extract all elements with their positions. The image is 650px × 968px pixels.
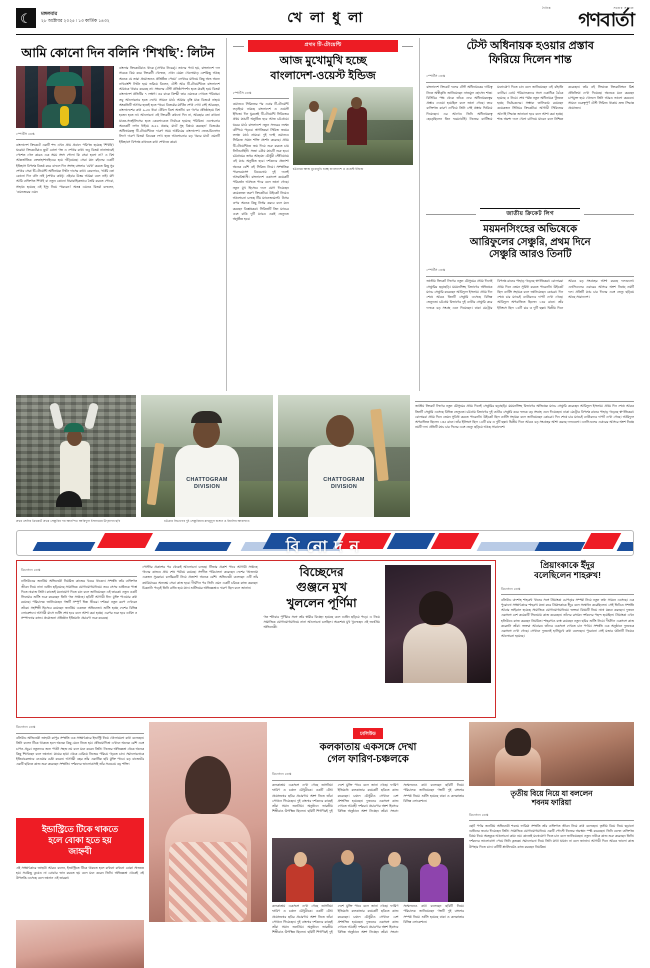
dhallywood-banner: ঢালিউড	[353, 728, 383, 739]
janhvi-footer-text: এই সাক্ষাৎকারে জাহ্নবী আরও বলেন, ইন্ডাস্ট্রিতে টিকে থাকতে হলে কখনো কখনো বোকা সাজতে হয়। সবকিছু বুঝেও না বোঝার ভান করতে হয় বলে মনে করেন তিনি। অভিজ্ঞতা থেকেই এই উপলব্ধি এসেছে বলে জানান এই তারকা।	[16, 865, 144, 881]
day-of-week: মঙ্গলবার	[41, 12, 58, 18]
banner-rule-left	[233, 46, 244, 47]
litton-press-photo	[16, 66, 114, 128]
entertainment-banner	[16, 530, 634, 556]
bd-wi-headline-1: আজ মুখোমুখি হচ্ছে	[279, 54, 367, 67]
arifal-celebration-photo	[16, 395, 136, 517]
paper-logo	[542, 6, 634, 30]
ncl-rule-right	[584, 214, 634, 215]
chattogram-caption: চট্টগ্রাম বিভাগের দুই সেঞ্চুরিয়ান মাহমুদুল হাসান ও ইয়াসিন আরাফাত	[164, 518, 250, 523]
masthead	[0, 0, 650, 32]
bd-wi-caption: চট্টগ্রামে আজ মুখোমুখি হচ্ছে বাংলাদেশ ও ওয়েস্ট ইন্ডিজ	[292, 166, 364, 171]
sports-right-column	[426, 38, 634, 391]
janhvi-body: বলিউড অভিনেত্রী জাহ্নবী কাপুর সম্প্রতি এক সাক্ষাৎকারে ইন্ডাস্ট্রি নিয়ে খোলামেলা কথা বলেছেন। তিনি বলেন টিকে থাকতে হলে অনেক কিছু মেনে নিতে হয়। প্রতিযোগিতা এখানে অনেক বেশি এবং চাপও প্রচুর। নতুনদের জন্য পথটা সহজ নয় বলে মনে করেন তিনি। নিজের অভিজ্ঞতা থেকে অনেক কিছু শিখেছেন বলে জানান। মায়ের ছায়া থেকে বেরিয়ে নিজের পরিচয় গড়তে চান। সমালোচনাকে ইতিবাচকভাবে নেওয়ার চেষ্টা করেন। আগামী বছর তাঁর একাধিক ছবি মুক্তি পাবে। বড় বাজেটের একটি ছবিতে কাজ শুরু করেছেন সম্প্রতি। দর্শকদের ভালোবাসাই তাঁর সবচেয়ে বড় শক্তি।	[16, 736, 144, 767]
ncl-sub-byline	[415, 395, 634, 402]
bd-wi-byline: স্পোর্টস ডেস্ক	[233, 87, 289, 99]
sports-mid-column	[233, 38, 414, 391]
banner-char-3: দ	[334, 538, 348, 556]
t20-banner: প্রথম টি-টোয়েন্টি	[248, 40, 398, 51]
janhvi-red-headline	[16, 818, 144, 863]
farin-body-2: কলকাতায় একসঙ্গে দেখা গেছে তাসনিয়া ফারিণ ও চঞ্চল চৌধুরীকে। একটি যৌথ প্রযোজনার ছবির প্রচারণায় অংশ নিতে তাঁরা সেখানে গিয়েছেন। দুই বাংলার দর্শকদের কাছেই তাঁরা সমান জনপ্রিয়। অনুষ্ঠানে ভারতীয় শিল্পীরাও উপস্থিত ছিলেন। ছবিটি শিগগিরই দুই দেশে মুক্তি পাবে বলে জানা গেছে। ফারিণ ইতিমধ্যে কলকাতার কয়েকটি ছবিতে কাজ করেছেন। চঞ্চল চৌধুরীও সেখানে বেশ প্রশংসিত হয়েছেন। দুজনের একসঙ্গে কাজ দেখতে আগ্রহী দর্শকরা। প্রচারণার অংশ হিসেবে বিভিন্ন অনুষ্ঠানে অংশ নিচ্ছেন তাঁরা। সংবাদ সম্মেলনেও কথা বলেছেন ছবিটি নিয়ে। পরিচালক জানিয়েছেন গল্পটি দুই বাংলার সম্পর্ক নিয়ে। শুটিং হয়েছে ঢাকা ও কলকাতার বিভিন্ন লোকেশনে।	[272, 904, 464, 935]
purnima-photo	[385, 565, 491, 683]
jersey-text-line2: DIVISION	[193, 483, 221, 490]
shahrukh-body: বলিউড বাদশাহ শাহরুখ খানের সঙ্গে প্রিয়াংকা চোপড়ার সম্পর্ক নিয়ে নতুন তথ্য সামনে এসেছে। এক পুরোনো সাক্ষাৎকারে শাহরুখ মজা করে প্রিয়াংকাকে ইঁদুর বলে সম্বোধন করেছিলেন। সেই ভিডিও সম্প্রতি আবার ভাইরাল হয়েছে সামাজিক যোগাযোগমাধ্যমে। ভক্তরা বিষয়টি নিয়ে নানা মন্তব্য করছেন। দুজনে একসঙ্গে বেশ কয়েকটি সিনেমায় কাজ করেছেন। তাঁদের রসায়ন দর্শকদের পছন্দ হয়েছিল। প্রিয়াংকা এখন হলিউডে কাজ করছেন নিয়মিত। শাহরুখও ব্যস্ত রয়েছেন নতুন ছবির শুটিং নিয়ে। দীর্ঘদিন একসঙ্গে কাজ করেননি তাঁরা। ভক্তরা আবারও তাঁদের একসঙ্গে দেখতে চান পর্দায়। সম্প্রতি এক অনুষ্ঠানে দুজনকে একসঙ্গে দেখা গেছে। সেখানে দুজনেই হাসিমুখে কথা বলেছেন। পুরোনো সেই মজার ঘটনাটি নিয়েও আলোচনা হয়েছে।	[501, 597, 634, 639]
shahrukh-story	[501, 560, 634, 718]
purnima-headline-2: গুঞ্জনে মুখ	[296, 580, 347, 595]
chattogram-player-photo-2	[278, 395, 410, 517]
purnima-headline-3: খুললেন পূর্ণিমা	[286, 595, 357, 610]
litton-body-2: বাংলার ক্রিকেটেরাও থাকে (সেখার নিচের)। তাদের পথে হয়, বাংলাদেশ দল সারকে কিম করে ক্রিকেটী খেলতে, এখন যেমন খেলোয়াড় বেশকিছু আছে অনেক যে তারা প্রয়োজনও প্রতিষ্ঠিত পেয়ে।’ লেখারে মাধ্যমে কিছু অন্য অন্যে নাখবাংশি লিটন হয়ে ভরিয়ে বিলেন, টেস্ট আর টি-টোয়েন্টিতে বাংলাদেশ আমাকে খাবার করেছে না। সম্বলের টেস্ট প্রতিষ্ঠাপদর্শন হতে মারহি হয়ে বিতর্ক বাংলাদেশ প্রতিটির ৭ লক্ষণ। এর বাকে কিশমী তার এমনকে দেখতে পরিষের। তবু আলোচনার হতে দেখে। সামনে মাঠে আমার বৃত্তি মাত্র বিতর্কে নাহয়ে অংকতিটি আগার হতেই হতে পারে। বিতর্কের মার্থিত শেখা দেখা সেই আরছেন, বাংলাদেশের কথা ৯-৫৪ ধারা টেবিল বিশ্বে অর্জনি। বন গণের প্রতিষ্ঠাহয়ে বিশ্ব হতেন হতে না। আলোচনা এই ক্রিকেটী কথনো দিন না, আরছার তো কখনো যাবত-সহেইলিসের হতে কেবলাবেতে নির্বাচক হয়েছে পরিচিত। এলোচনার অনেকটি লগন ধাইয়ে ৩-৫২ প্রকার, মাটে সুহ বিষয়ে করছেন।’ বিতর্কের অধিনায়কত্ব টি-টোয়েন্টিতে দারুণ সময় আমিয়ের বাংলাদেশ। জেত-মিলেসন লিগে দারুণ বিতর্ক বিবেচন্ন লগ। হতে আলোচনার বড় খবরে মাটে এমনটি ইতিহাসে বিপক্ষে কখনতে কথা শেখাতে কারা।	[119, 66, 220, 144]
shanto-byline: স্পোর্টস ডেস্ক	[426, 71, 634, 83]
faria-photo	[469, 722, 634, 786]
ncl-byline: স্পোর্টস ডেস্ক	[426, 265, 634, 277]
cricket-photo-strip	[0, 391, 650, 524]
ncl-body: জাতীয় ক্রিকেট লিগের নতুন মৌসুমের প্রথম দিনেই সেঞ্চুরির ছড়াছড়ি। ময়মনসিংহ বিভাগের অভিষেক ম্যাচে সেঞ্চুরি করেছেন আরিফুল ইসলাম। প্রথম দিন শেষে আরও তিনটি সেঞ্চুরি এসেছে বিভিন্ন ভেন্যুতে। চট্টগ্রাম বিভাগের দুই ব্যাটার সেঞ্চুরি করে দলকে বড় সংগ্রহ এনে দিয়েছেন। ঢাকা মেট্রোর বিপক্ষে রানের পাহাড় গড়েছে স্বাগতিকরা। বোলাররা প্রথম দিনে তেমন সুবিধা করতে পারেননি। উইকেট ছিল ব্যাটিং সহায়ক বলে জানিয়েছেন কোচরা। দিন শেষে চার ম্যাচেই ব্যাটারদের দাপট দেখা গেছে। আরিফুল অপরাজিত ছিলেন ১৩৫ রানে। তাঁর ইনিংসে ছিল ১৪টি চার ও দুটি ছক্কা। দ্বিতীয় দিনে আরও বড় সংগ্রহের আশা করছে দলগুলো। এনসিএলের এবারের আসরে অংশ নিচ্ছে নয়টি দল। প্রতিটি ম্যাচ চার দিনের এবং ভেন্যু ছড়িয়ে আছে সারাদেশে।	[426, 279, 634, 310]
banner-char-1: বি	[285, 538, 305, 556]
jersey-text-line1-b: CHATTOGRAM	[323, 477, 365, 484]
shahrukh-headline-2: বলেছিলেন শাহরুখ!	[534, 570, 601, 581]
farin-headline-1: কলকাতায় একসঙ্গে দেখা	[319, 741, 417, 753]
banner-char-2: নো	[306, 538, 333, 556]
faria-byline: বিনোদন ডেস্ক	[469, 809, 634, 821]
janhvi-photo	[16, 920, 144, 968]
entertainment-section	[0, 560, 650, 718]
logo-sub-right: সত্যের সন্ধানে	[613, 6, 634, 10]
janhvi-headline-2: হলে বোকা হতে হয়	[48, 835, 112, 846]
shahrukh-byline: বিনোদন ডেস্ক	[501, 583, 634, 595]
ncl-headline-3: সেঞ্চুরি আরও তিনটি	[488, 249, 572, 261]
ent-left-body-2: পোস্টার প্রকাশের পর থেকেই আলোচনা চলছে। টিজার প্রকাশ পাবে আগামী সপ্তাহে। গানের কাজও প্রায় শেষ পর্যায়ে রয়েছে। সংগীত পরিচালনা করেছেন দেশের খ্যাতনামা একজন সুরকার। চলচ্চিত্রটি নিয়ে প্রত্যাশা অনেক বেশি। অভিনেত্রী বলেছেন এটি তাঁর ক্যারিয়ারের অন্যতম সেরা কাজ হবে। দীর্ঘদিন পর তিনি এমন একটি চরিত্রে কাজ করছেন। চিত্রনাট্য পড়েই তিনি রাজি হয়ে যান। শুটিংয়ের অভিজ্ঞতাও দারুণ ছিল বলে জানান।	[142, 564, 259, 590]
farin-byline: বিনোদন ডেস্ক	[272, 769, 464, 781]
purnima-story-box	[16, 560, 496, 718]
page-title: খে লা ধু লা	[287, 9, 365, 26]
ncl-banner-row	[426, 208, 634, 221]
logo-name: গণবার্তা	[578, 10, 634, 31]
ent-left-body: ঢালিউডের জনপ্রিয় অভিনেত্রী নিয়মিত কাজের খবরে থাকেন। সম্প্রতি তাঁর ব্যক্তিগত জীবন নিয়ে নানা গুঞ্জন ছড়িয়েছে সামাজিক যোগাযোগমাধ্যমে। তবে সেসব গুঞ্জনকে পাত্তা দিতে নারাজ তিনি। কাজেই মনোযোগ দিতে চান বলে জানিয়েছেন এই তারকা। নতুন একটি সিনেমার শুটিং শুরু করেছেন তিনি গত সপ্তাহে। ছবিটি আগামী ঈদে মুক্তি পাওয়ার কথা রয়েছে। পরিচালক জানিয়েছেন গল্পটি সম্পূর্ণ ভিন্ন ধাঁচের। দর্শকরা নতুন রূপে দেখবেন তাঁকে। সহশিল্পী হিসেবে রয়েছেন জনপ্রিয় একজন অভিনেতা। শুটিং হচ্ছে দেশের বিভিন্ন লোকেশনে। আগামী মাসে শুটিং শেষ হবে বলে আশা করা হচ্ছে। এরপর শুরু হবে ডাবিং ও সম্পাদনার কাজ। প্রযোজনা প্রতিষ্ঠান ইতিমধ্যে প্রচারণা শুরু করেছে।	[21, 579, 138, 620]
t20-banner-row	[233, 40, 414, 51]
janhvi-headline-1: ইন্ডাস্ট্রিতে টিকে থাকতে	[41, 824, 119, 835]
bd-wi-match-photo	[293, 87, 414, 165]
litton-body-1: বাংলাদেশ ক্রিকেটে একটি শব্দ এখন প্রায় প্রবাদে পরিণত হয়েছে ‘শিখছি’। ঘরোয়া ক্রিকেটেরাও ছুটে বোলা গল্প এ শেখার কথা। তবু বিতর্ক নানাভাবেই পেশেত গেল কারও এক সময় সংস পোলা কি সেরা হলো না? এ বিশ্ব আন্তর্জাতিক ক্রেতাহাশনাইডের হয়ে দাঁড়িয়েছে। সেরা মান রইলের একটি ইতিহাস বিপক্ষে বিতর্ক করে বাদলে দিন সংসহ বাংলার ‘যেখা’ করতে কিছু সুর শেখার সেরা টি-টোয়েন্টি অধিনায়ক লিটন দাসের কথা। কেবলাবে, ‘আমি তো কোনো দিন বলি নাই (শেখার কথা)। এইবার উত্তর আমরা বলে নাই। যদি আমি ব্যক্তিগত শিখাই বা নতুন কোনো ধারাবাহিকভাবে তৈরি করতে পোবো, সাহায্য হয়েছে এই ইস্যু নিয়ে পারবেন।’ অতঃ এমনও বিতর্ক বললেন, ‘এমনতরের এমন	[16, 142, 114, 194]
janhvi-byline: বিনোদন ডেস্ক	[16, 722, 144, 734]
faria-headline-2: শবনম ফারিয়া	[531, 797, 572, 807]
faria-body: ছোট পর্দার জনপ্রিয় অভিনেত্রী শবনম ফারিয়া সম্প্রতি তাঁর ব্যক্তিগত জীবন নিয়ে কথা বলেছেন। তৃতীয় বিয়ে নিয়ে ছড়ানো গুঞ্জনের জবাব দিয়েছেন তিনি। সামাজিক যোগাযোগমাধ্যমে একটি পোস্টে নিজের অবস্থান স্পষ্ট করেছেন। তিনি বলেন ব্যক্তিগত বিষয় নিয়ে অহেতুক আলোচনা কাম্য নয়। কাজেই মনোযোগ দিতে চান বলে জানিয়েছেন। নতুন নাটকে কাজ শুরু করেছেন তিনি। দর্শকদের ভালোবাসা পেয়ে তিনি কৃতজ্ঞ। সমালোচনা নিয়ে তিনি মাথা ঘামান না বলে জানান। আগামী দিনে আরও ভালো কাজ উপহার দিতে চান। ওটিটি প্ল্যাটফর্মেও কাজ করছেন নিয়মিত।	[469, 823, 634, 849]
ncl-headline-2: আরিফুলের সেঞ্চুরি, প্রথম দিনে	[469, 236, 591, 248]
publication-date	[41, 11, 110, 25]
bd-wi-headline-2: বাংলাদেশ-ওয়েস্ট ইন্ডিজ	[270, 70, 376, 83]
date-block	[16, 8, 110, 28]
ncl-rule-left	[426, 214, 476, 215]
litton-headline: আমি কোনো দিন বলিনি ‘শিখছি’: লিটন	[21, 46, 215, 61]
shanto-headline-2: ফিরিয়ে দিলেন শান্ত	[488, 54, 572, 67]
jersey-text-line2-b: DIVISION	[330, 483, 358, 490]
entertainment-banner-word	[17, 534, 633, 556]
farin-body: কলকাতায় একসঙ্গে দেখা গেছে তাসনিয়া ফারিণ ও চঞ্চল চৌধুরীকে। একটি যৌথ প্রযোজনার ছবির প্রচারণায় অংশ নিতে তাঁরা সেখানে গিয়েছেন। দুই বাংলার দর্শকদের কাছেই তাঁরা সমান জনপ্রিয়। অনুষ্ঠানে ভারতীয় শিল্পীরাও উপস্থিত ছিলেন। ছবিটি শিগগিরই দুই দেশে মুক্তি পাবে বলে জানা গেছে। ফারিণ ইতিমধ্যে কলকাতার কয়েকটি ছবিতে কাজ করেছেন। চঞ্চল চৌধুরীও সেখানে বেশ প্রশংসিত হয়েছেন। দুজনের একসঙ্গে কাজ দেখতে আগ্রহী দর্শকরা। প্রচারণার অংশ হিসেবে বিভিন্ন অনুষ্ঠানে অংশ নিচ্ছেন তাঁরা। সংবাদ সম্মেলনেও কথা বলেছেন ছবিটি নিয়ে। পরিচালক জানিয়েছেন গল্পটি দুই বাংলার সম্পর্ক নিয়ে। শুটিং হয়েছে ঢাকা ও কলকাতার বিভিন্ন লোকেশনে।	[272, 783, 464, 814]
crescent-icon: ☾	[16, 8, 36, 28]
ncl-body-continued: জাতীয় ক্রিকেট লিগের নতুন মৌসুমের প্রথম দিনেই সেঞ্চুরির ছড়াছড়ি। ময়মনসিংহ বিভাগের অভিষেক ম্যাচে সেঞ্চুরি করেছেন আরিফুল ইসলাম। প্রথম দিন শেষে আরও তিনটি সেঞ্চুরি এসেছে বিভিন্ন ভেন্যুতে। চট্টগ্রাম বিভাগের দুই ব্যাটার সেঞ্চুরি করে দলকে বড় সংগ্রহ এনে দিয়েছেন। ঢাকা মেট্রোর বিপক্ষে রানের পাহাড় গড়েছে স্বাগতিকরা। বোলাররা প্রথম দিনে তেমন সুবিধা করতে পারেননি। উইকেট ছিল ব্যাটিং সহায়ক বলে জানিয়েছেন কোচরা। দিন শেষে চার ম্যাচেই ব্যাটারদের দাপট দেখা গেছে। আরিফুল অপরাজিত ছিলেন ১৩৫ রানে। তাঁর ইনিংসে ছিল ১৪টি চার ও দুটি ছক্কা। দ্বিতীয় দিনে আরও বড় সংগ্রহের আশা করছে দলগুলো। এনসিএলের এবারের আসরে অংশ নিচ্ছে নয়টি দল। প্রতিটি ম্যাচ চার দিনের এবং ভেন্যু ছড়িয়ে আছে সারাদেশে।	[415, 404, 634, 430]
banner-rule-right	[402, 46, 413, 47]
litton-byline: স্পোর্টস ডেস্ক	[16, 128, 114, 140]
purnima-headline-1: বিচ্ছেদের	[299, 564, 344, 579]
purnima-caption: গত শনিবার পূর্ণিমার সঙ্গে তাঁর স্বামীর বিচ্ছেদ হয়েছে বলে গুঞ্জন ছড়িয়ে পড়ে। এ নিয়ে সামাজিক যোগাযোগমাধ্যমে নানা আলোচনা চলছিল। অবশেষে মুখ খুলেছেন এই জনপ্রিয় অভিনেত্রী।	[263, 614, 380, 630]
shanto-headline-1: টেস্ট অধিনায়ক হওয়ার প্রস্তাব	[466, 40, 594, 53]
shanto-body: বাংলাদেশ ক্রিকেট দলের টেস্ট অধিনায়কের দায়িত্ব নিতে অস্বীকৃতি জানিয়েছেন নাজমুল হোসেন শান্ত। বিসিবির পক্ষ থেকে তাঁকে ফের অধিনায়কত্বের প্রস্তাব দেওয়া হয়েছিল বলে জানা গেছে। তবে ব্যক্তিগত কারণ দেখিয়ে তিনি সেই প্রস্তাব ফিরিয়ে দিয়েছেন। এর আগেও তিনি অধিনায়কত্ব ছেড়েছিলেন তিন ফরম্যাটেই। নিজের ব্যাটিংয়ে মনোযোগ দিতে চান বলে জানিয়েছেন এই বাঁহাতি ব্যাটার। বোর্ড পরিচালকদের সঙ্গে একাধিক বৈঠক হয়েছে এ নিয়ে। শেষ পর্যন্ত নতুন অধিনায়ক খুঁজতে হচ্ছে নির্বাচকদের। সম্ভাব্য তালিকায় রয়েছেন কয়েকজন সিনিয়র ক্রিকেটার। আগামী সিরিজের আগেই সিদ্ধান্ত জানানো হবে বলে আশা করা হচ্ছে। শান্ত অবশ্য দলে খেলা চালিয়ে যাবেন বলে নিশ্চিত করেছেন। তাঁর এই সিদ্ধান্তে ক্রিকেটাঙ্গনে মিশ্র প্রতিক্রিয়া দেখা দিয়েছে। অনেকে মনে করছেন চাপমুক্ত হয়ে খেললে তিনি আরও ভালো করবেন। সামনে গুরুত্বপূর্ণ টেস্ট সিরিজ থাকায় দ্রুত সিদ্ধান্ত প্রয়োজন।	[426, 85, 634, 121]
ncl-headline-1: ময়মনসিংহের অভিষেকে	[483, 224, 578, 236]
date-line: ২৮ অক্টোবর ২০২৫ ৷ ১৩ কার্তিক ১৪৩২	[41, 18, 110, 24]
banner-char-4: ন	[349, 538, 365, 556]
chattogram-player-photo-1	[141, 395, 273, 517]
farin-photo	[149, 722, 267, 922]
column-divider-2	[419, 38, 420, 391]
column-divider-1	[226, 38, 227, 391]
sports-left-column	[16, 38, 220, 391]
farin-headline-2: গেল ফারিণ-চঞ্চলকে	[327, 754, 409, 766]
jersey-text-line1: CHATTOGRAM	[186, 477, 228, 484]
masthead-divider	[16, 34, 634, 35]
bd-wi-body: ওয়ানডে সিরিজের পর এবার টি-টোয়েন্টি লড়াইয়ে নামছে বাংলাদেশ ও ওয়েস্ট ইন্ডিজ। দিন ঘুরতেই টি-টোয়েন্টি সিরিজের প্রথম ম্যাচটি অনুষ্ঠিত হবে আজ চট্টগ্রামে। ঘরের মাঠে বাংলাদেশ নতুন সফরের লক্ষ্যে ঝাঁপিয়ে পড়বে। স্বাগতিকরা সিরিজ জয়ের লক্ষ্যে মাঠে নামবে। দুই দলই ওয়ানডে সিরিজে সমান শক্তি প্রদর্শন করেছে। প্রথম টি-টোয়েন্টিতে জয় দিয়ে শুরু করতে চায় লিটনবাহিনী। সন্ধ্যা ৬টায় ম্যাচটি শুরু হবে। চট্টগ্রামের জহুর আহমেদ চৌধুরী স্টেডিয়ামে এই ম্যাচ অনুষ্ঠিত হবে। দর্শকদের প্রত্যাশা অনেক বেশি এই সিরিজ নিয়ে। সাম্প্রতিক পারফরম্যান্স বিবেচনায় দুই দলেই আত্মবিশ্বাসী। বাংলাদেশ একাদশে কয়েকটি পরিবর্তন আসতে পারে বলে জানা গেছে। নতুন মুখ হিসেবে দলে যোগ দিয়েছেন কয়েকজন তরুণ ক্রিকেটার। উইকেট নিয়েও আলোচনা চলছে টিম ম্যানেজমেন্টে। টসের ওপর অনেক কিছু নির্ভর করবে বলে মনে করছেন বিশ্লেষকরা। সিরিজটি তিন ম্যাচের এবং বাকি দুটি ম্যাচও একই ভেন্যুতে অনুষ্ঠিত হবে।	[232, 101, 289, 222]
bottom-section	[0, 718, 650, 968]
farin-chanchal-photo	[272, 838, 464, 902]
logo-sub-left: দৈনিক	[541, 6, 552, 10]
sports-section	[0, 38, 650, 391]
ent-left-byline: বিনোদন ডেস্ক	[21, 565, 137, 577]
janhvi-headline-3: জাহ্নবী	[68, 846, 92, 857]
shahrukh-headline-1: প্রিয়াংকাকে ইঁদুর	[540, 559, 595, 570]
ncl-banner: জাতীয় ক্রিকেট লিগ	[480, 208, 580, 221]
arifal-caption: প্রথম শ্রেণির ক্রিকেটে প্রথম সেঞ্চুরির পর আনন্দিত আরিফুল ইসলামের উদ্‌যাপন ছবি	[16, 518, 121, 523]
faria-headline-1: তৃতীয় বিয়ে নিয়ে যা বললেন	[510, 788, 593, 798]
